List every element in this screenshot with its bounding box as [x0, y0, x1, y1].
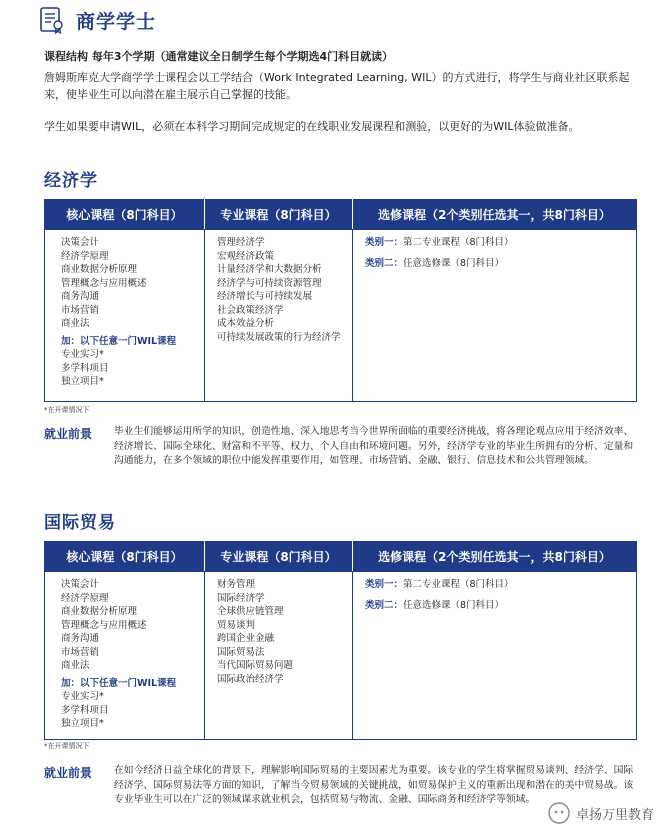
list-item: 商务沟通 [61, 291, 100, 302]
major-courses-cell [205, 572, 353, 740]
intro-paragraph-2: 学生如果要申请WIL，必须在本科学习期间完成规定的在线职业发展课程和测验，以更好的为WIL体验做准备。 [44, 120, 580, 133]
certificate-icon [38, 6, 66, 34]
list-item: 多学科项目 [61, 362, 109, 374]
core-courses-cell [45, 230, 205, 402]
header-electives: 选修课程（2个类别任选其一，共8门科目） [353, 200, 637, 230]
footnote: *在开课情况下 [44, 742, 90, 750]
major-courses-cell [205, 230, 353, 402]
list-item: 专业实习* [61, 691, 104, 702]
list-item: 经济增长与可持续发展 [217, 291, 313, 302]
course-table [44, 541, 637, 740]
header-electives: 选修课程（2个类别任选其一，共8门科目） [353, 542, 637, 572]
list-item: 管理经济学 [217, 237, 265, 248]
list-item: 宏观经济政策 [217, 250, 275, 262]
prospects-text: 毕业生们能够运用所学的知识，创造性地、深入地思考当今世界所面临的重要经济挑战，将各理论观点应用于经济效率、经济增长、国际全球化、财富和不平等、权力、个人自由和环境问题。另外，经济学专业的毕业生所拥有的分析、定量和沟通能力，在多个领域的职位中能发挥重要作用，如管理、市场营销、金融、银行、信息技术和公共管理领域。 [114, 426, 634, 466]
intro-block [44, 48, 644, 135]
header-core: 核心课程（8门科目） [45, 200, 205, 230]
list-item: 国际贸易法 [217, 646, 265, 658]
list-item: 全球供应链管理 [217, 606, 284, 617]
wechat-icon [548, 802, 570, 824]
elective-courses-cell [353, 572, 637, 740]
footnote: *在开课情况下 [44, 406, 90, 414]
section-economics [44, 166, 636, 466]
section-international-trade [44, 508, 636, 805]
list-item: 商业法 [61, 318, 90, 329]
list-item: 决策会计 [61, 579, 100, 590]
list-item: 商业法 [61, 660, 90, 671]
list-item: 经济学原理 [61, 250, 109, 262]
section-title: 经济学 [44, 171, 98, 191]
course-structure: 课程结构 每年3个学期（通常建议全日制学生每个学期选4门科目就读） [44, 50, 394, 63]
list-item: 经济学与可持续资源管理 [217, 277, 322, 289]
list-item: 市场营销 [61, 304, 100, 316]
elective-courses-cell [353, 230, 637, 402]
list-item: 国际经济学 [217, 592, 265, 604]
watermark-text: 卓扬万里教育 [575, 807, 654, 823]
list-item: 多学科项目 [61, 704, 109, 716]
header-core: 核心课程（8门科目） [45, 542, 205, 572]
elective-category-2: 类别二：任意选修课（8门科目） [365, 599, 505, 611]
intro-paragraph-1: 詹姆斯库克大学商学学士课程会以工学结合（Work Integrated Learning, WIL）的方式进行，将学生与商业社区联系起来，使毕业生可以向潜在雇主展示自己掌握的技能。 [44, 71, 630, 101]
list-item: 独立项目* [61, 718, 104, 729]
list-item: 跨国企业金融 [217, 633, 275, 644]
core-courses-cell [45, 572, 205, 740]
list-item: 商业数据分析原理 [61, 264, 138, 275]
list-item: 独立项目* [61, 376, 104, 387]
wil-title: 加：以下任意一门WIL课程 [61, 335, 177, 347]
list-item: 专业实习* [61, 349, 104, 360]
list-item: 决策会计 [61, 237, 100, 248]
prospects-label: 就业前景 [44, 427, 93, 441]
list-item: 社会政策经济学 [217, 304, 284, 316]
list-item: 当代国际贸易问题 [217, 660, 294, 671]
list-item: 国际政治经济学 [217, 673, 284, 685]
list-item: 管理概念与应用概述 [61, 619, 147, 631]
wil-title: 加：以下任意一门WIL课程 [61, 677, 177, 689]
page-header [38, 4, 156, 36]
list-item: 商务沟通 [61, 633, 100, 644]
section-title: 国际贸易 [44, 513, 116, 533]
header-major: 专业课程（8门科目） [205, 200, 353, 230]
list-item: 可持续发展政策的行为经济学 [217, 331, 341, 343]
list-item: 成本效益分析 [217, 318, 275, 329]
list-item: 财务管理 [217, 579, 256, 590]
elective-category-1: 类别一：第二专业课程（8门科目） [365, 579, 514, 590]
page-title: 商学学士 [76, 10, 157, 33]
elective-category-1: 类别一：第二专业课程（8门科目） [365, 237, 514, 248]
list-item: 商业数据分析原理 [61, 606, 138, 617]
list-item: 管理概念与应用概述 [61, 277, 147, 289]
list-item: 计量经济学和大数据分析 [217, 264, 322, 275]
list-item: 贸易谈判 [217, 619, 256, 631]
header-major: 专业课程（8门科目） [205, 542, 353, 572]
career-prospects [44, 764, 636, 808]
watermark [548, 802, 654, 824]
career-prospects [44, 425, 636, 469]
prospects-text: 在如今经济日益全球化的背景下，理解影响国际贸易的主要因素尤为重要。该专业的学生将掌握贸易谈判、经济学、国际经济学、国际贸易法等方面的知识，了解当今贸易领域的关键挑战，如贸易保护主义的重新出现和潜在的美中贸易战。该专业毕业生可以在广泛的领域谋求就业机会，包括贸易与物流、金融、国际商务和经济学等领域。 [114, 765, 634, 805]
elective-category-2: 类别二：任意选修课（8门科目） [365, 257, 505, 269]
course-table [44, 199, 637, 402]
list-item: 市场营销 [61, 646, 100, 658]
prospects-label: 就业前景 [44, 766, 93, 780]
list-item: 经济学原理 [61, 592, 109, 604]
